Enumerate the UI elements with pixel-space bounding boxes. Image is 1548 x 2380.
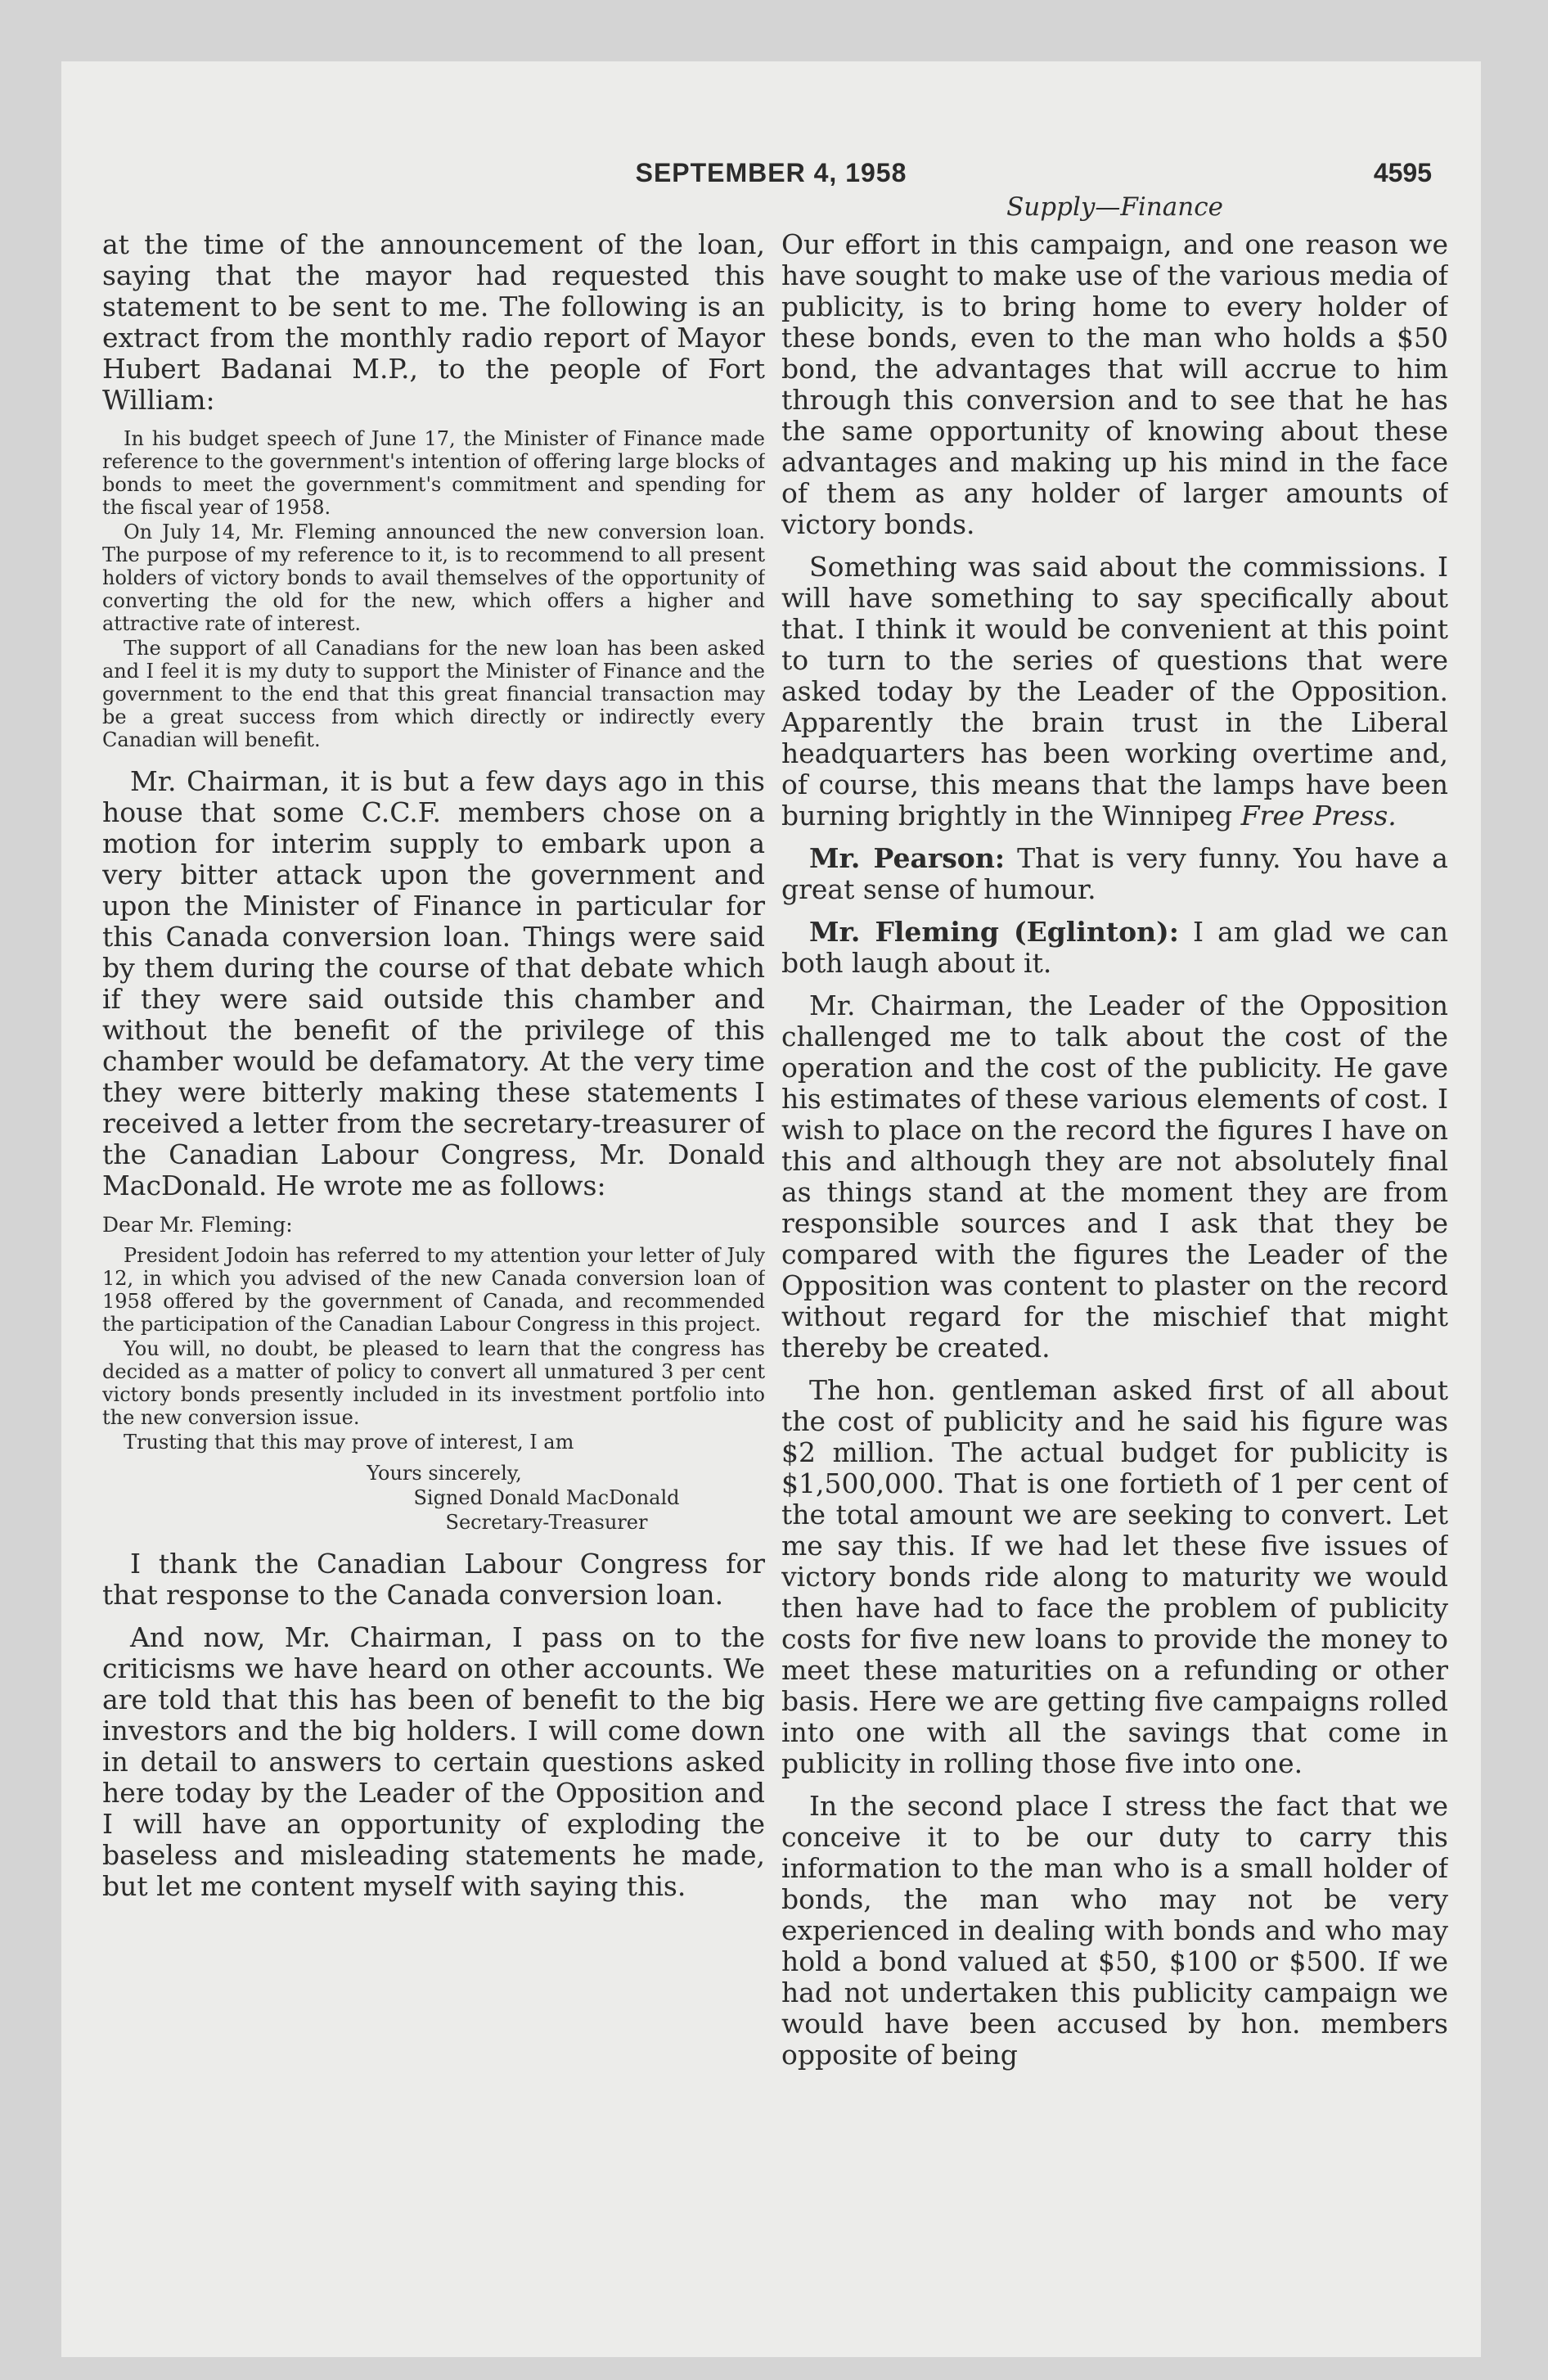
paragraph: In the second place I stress the fact that we conceive it to be our duty to carry this information to the man who is a small holder of bonds, the man who may not be very experienced in dealing with bonds and who may hold a bond valued at $50, $100 or $500. If we had not undertaken this publicity campaign we would have been accused by hon. members opposite of being — [781, 1790, 1448, 2071]
paragraph: Our effort in this campaign, and one reason we have sought to make use of the various media of publicity, is to bring home to every holder of these bonds, even to the man who holds a $50 bond, the advantages that will accrue to him through this conversion and to see that he has the same opportunity of knowing about these advantages and making up his mind in the face of them as any holder of larger amounts of victory bonds. — [781, 229, 1448, 540]
letter-signature: Signed Donald MacDonald — [413, 1486, 680, 1509]
paragraph: at the time of the announcement of the loan, saying that the mayor had requested this statement to be sent to me. The following is an extract from the monthly radio report of Mayor Hubert Badanai M.P., to the people of Fort William: — [102, 229, 765, 416]
section-subject: Supply—Finance — [1006, 192, 1223, 222]
paragraph: Mr. Chairman, the Leader of the Opposition challenged me to talk about the cost of the operation and the cost of the publicity. He gave his estimates of these various elements of cost. I wish to place on the record the figures I have on this and although they are not absolutely final as things stand at the moment they are from responsible sources and I ask that they be compared with the figures the Leader of the Opposition was content to plaster on the record without regard for the mischief that might thereby be created. — [781, 989, 1448, 1364]
newspaper-name: Free Press. — [1240, 800, 1397, 832]
paragraph: Mr. Chairman, it is but a few days ago in this house that some C.C.F. members chose on a motion for interim supply to embark upon a very bitter attack upon the government and upon the Minister of Finance in particular for this Canada conversion loan. Things were said by them during the course of that debate which if they were said outside this chamber and without the benefit of the privilege of this chamber would be defamatory. At the very time they were bitterly making these statements I received a letter from the secretary-treasurer of the Canadian Labour Congress, Mr. Donald MacDonald. He wrote me as follows: — [102, 765, 765, 1201]
paragraph: I thank the Canadian Labour Congress for that response to the Canada conversion loan. — [102, 1548, 765, 1611]
quote-paragraph: On July 14, Mr. Fleming announced the new conversion loan. The purpose of my reference to it, is to recommend to all present holders of victory bonds to avail themselves of the opportunity of converting the old for the new, which offers a higher and attractive rate of interest. — [102, 521, 765, 635]
quote-paragraph: The support of all Canadians for the new loan has been asked and I feel it is my duty to support the Minister of Finance and the government to the end that this great financial transaction may be a great success from which directly or indirectly every Canadian will benefit. — [102, 637, 765, 751]
paragraph-text: Something was said about the commissions. I will have something to say specifically about that. I think it would be convenient at this point to turn to the series of questions that were asked today by the Leader of the Opposition. Apparently the brain trust in the Liberal headquarters has been working overtime and, of course, this means that the lamps have been burning brightly in the Winnipeg — [781, 551, 1448, 832]
letter-paragraph: President Jodoin has referred to my attention your letter of July 12, in which you advised of the new Canada conversion loan of 1958 offered by the government of Canada, and recommended the participation of the Canadian Labour Congress in this project. — [102, 1244, 765, 1336]
letter-signer-title: Secretary-Treasurer — [445, 1511, 648, 1534]
letter-closing: Yours sincerely, — [367, 1462, 522, 1485]
letter-salutation: Dear Mr. Fleming: — [102, 1213, 293, 1237]
paragraph — [781, 552, 1448, 832]
right-column — [781, 229, 1448, 2324]
header-date: SEPTEMBER 4, 1958 — [635, 158, 907, 187]
page — [61, 61, 1481, 2357]
letter-body — [102, 1244, 765, 1534]
speech-text: That is very funny. You have a great sense of humour. — [781, 842, 1448, 905]
radio-report-quote — [102, 427, 765, 751]
paragraph: The hon. gentleman asked first of all about the cost of publicity and he said his figure was $2 million. The actual budget for publicity is $1,500,000. That is one fortieth of 1 per cent of the total amount we are seeking to convert. Let me say this. If we had let these five issues of victory bonds ride along to maturity we would then have had to face the problem of publicity costs for five new loans to provide the money to meet these maturities on a refunding or other basis. Here we are getting five campaigns rolled into one with all the savings that come in publicity in rolling those five into one. — [781, 1374, 1448, 1779]
speech-fleming — [781, 917, 1448, 979]
quote-paragraph: In his budget speech of June 17, the Minister of Finance made reference to the government's intention of offering large blocks of bonds to meet the government's commitment and spending for the fiscal year of 1958. — [102, 427, 765, 519]
speech-text: I am glad we can both laugh about it. — [781, 916, 1448, 979]
letter-paragraph: You will, no doubt, be pleased to learn that the congress has decided as a matter of policy to convert all unmatured 3 per cent victory bonds presently included in its investment portfolio into the new conversion issue. — [102, 1337, 765, 1429]
speech-pearson — [781, 843, 1448, 905]
left-column — [102, 229, 765, 2324]
speaker-name: Mr. Fleming (Eglinton): — [809, 916, 1179, 948]
letter-paragraph: Trusting that this may prove of interest, I am — [124, 1431, 574, 1454]
speaker-name: Mr. Pearson: — [809, 842, 1005, 874]
page-number: 4595 — [1373, 158, 1432, 187]
paragraph: And now, Mr. Chairman, I pass on to the criticisms we have heard on other accounts. We are told that this has been of benefit to the big investors and the big holders. I will come down in detail to answers to certain questions asked here today by the Leader of the Opposition and I will have an opportunity of exploding the baseless and misleading statements he made, but let me content myself with saying this. — [102, 1621, 765, 1902]
